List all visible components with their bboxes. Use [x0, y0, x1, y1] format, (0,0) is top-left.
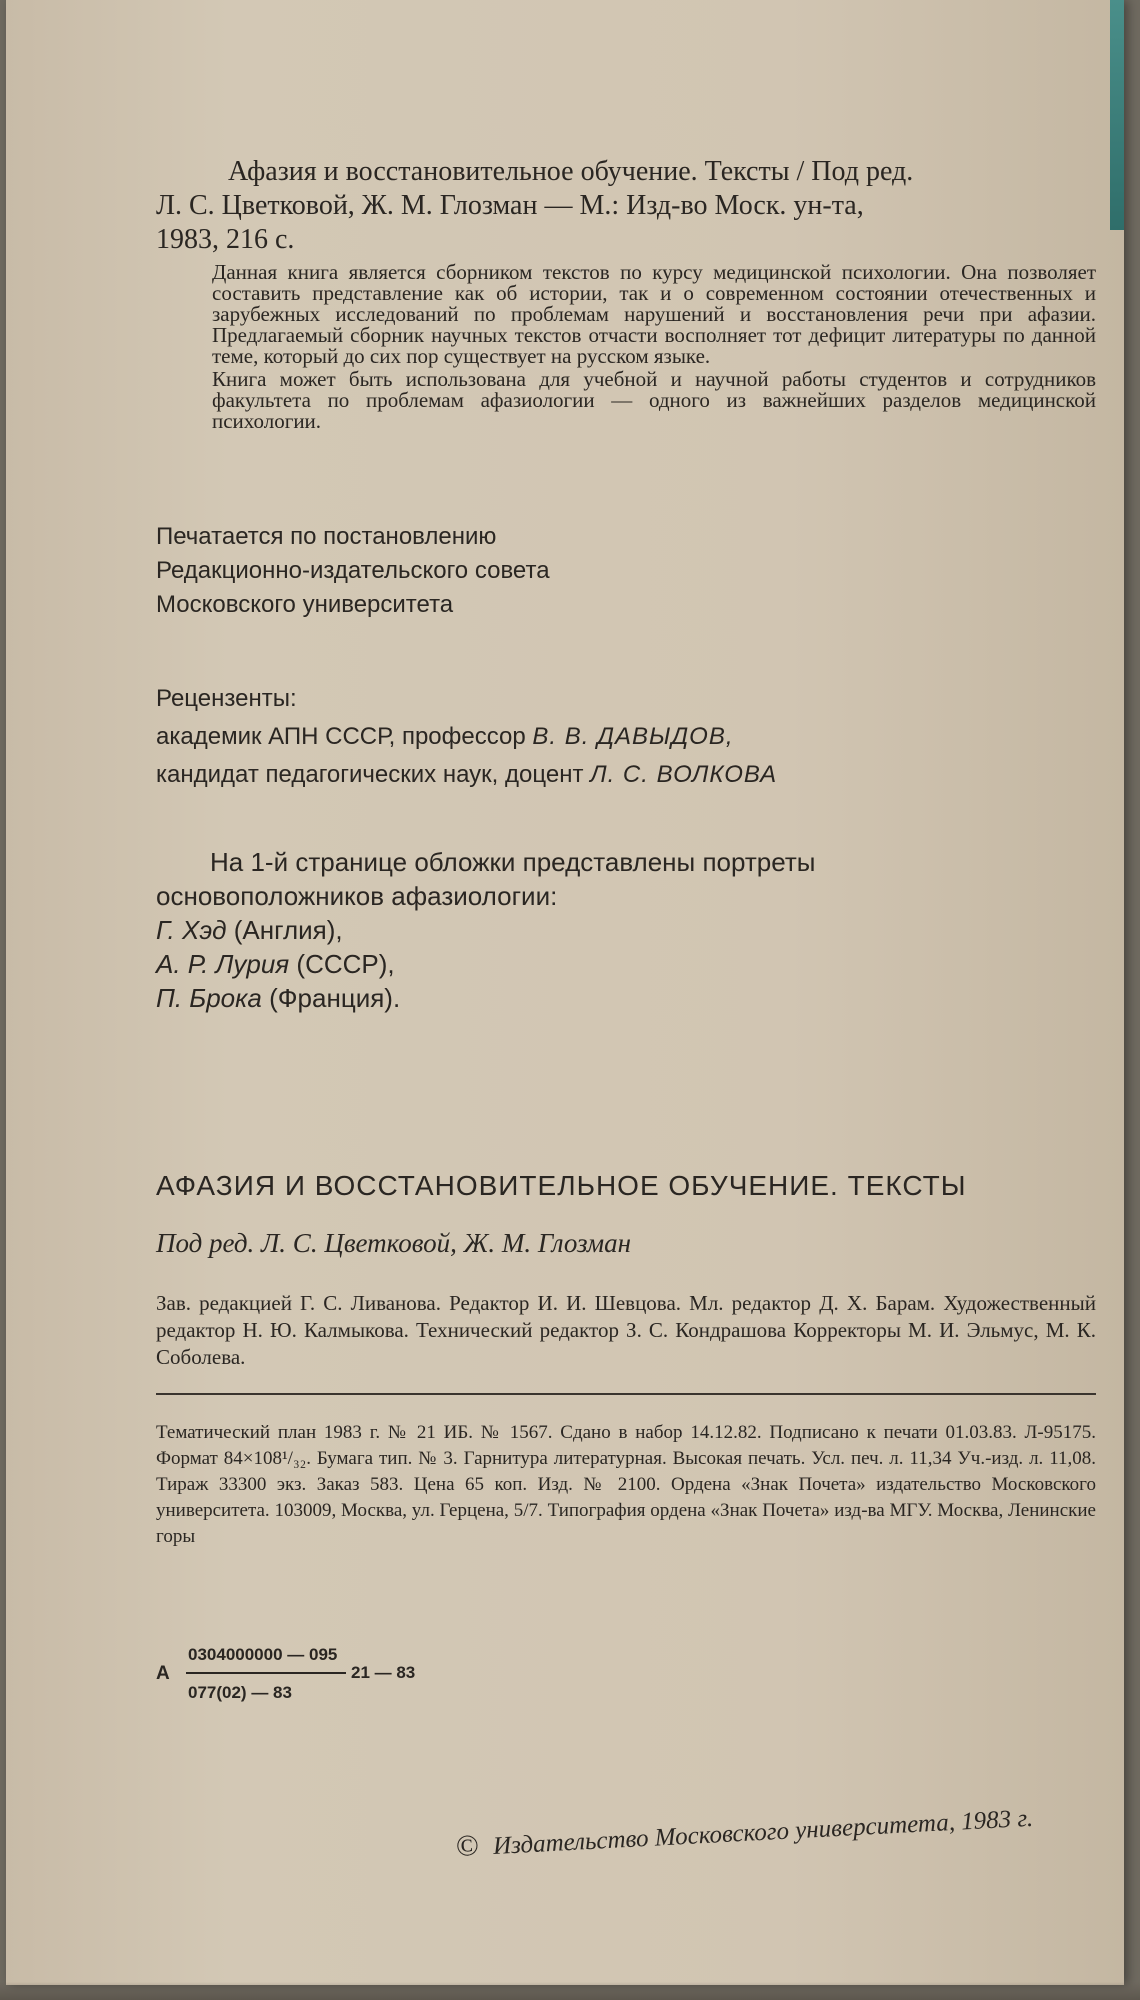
- approval-line: Редакционно-издательского совета: [156, 557, 550, 584]
- person-line: [156, 947, 815, 981]
- colophon-book-title: АФАЗИЯ И ВОССТАНОВИТЕЛЬНОЕ ОБУЧЕНИЕ. ТЕКСТЫ: [156, 1170, 967, 1201]
- person-country: (Франция).: [269, 983, 401, 1013]
- reviewer-name: Л. С. ВОЛКОВА: [590, 761, 778, 788]
- reviewer-name: В. В. ДАВЫДОВ,: [532, 723, 734, 750]
- reviewer-role: кандидат педагогических наук, доцент: [156, 761, 584, 788]
- approval-line: Московского университета: [156, 591, 454, 618]
- copyright-line: [455, 1800, 1034, 1864]
- cover-intro: На 1-й странице обложки представлены портреты: [210, 847, 816, 877]
- fraction-bar: [186, 1672, 346, 1674]
- bibliographic-title: [156, 155, 1096, 257]
- reviewers-heading: Рецензенты:: [156, 685, 297, 712]
- colophon-staff: Зав. редакцией Г. С. Ливанова. Редактор И. И. Шевцова. Мл. редактор Д. Х. Барам. Художественный редактор Н. Ю. Калмыкова. Технический редактор З. С. Кондрашова Корректоры М. И. Эльмус, М. К. Соболева.: [156, 1291, 1096, 1369]
- title-line: Афазия и восстановительное обучение. Тексты / Под ред.: [228, 156, 914, 187]
- person-line: [156, 981, 815, 1015]
- catalog-numerator: 0304000000 — 095: [188, 1645, 338, 1664]
- catalog-denominator: 077(02) — 83: [188, 1683, 292, 1702]
- person-country: (Англия),: [233, 915, 343, 945]
- copyright-icon: ©: [455, 1828, 480, 1863]
- reviewer-line: [156, 756, 777, 794]
- copyright-text: Издательство Московского университета, 1983 г.: [492, 1804, 1034, 1861]
- annotation: [156, 262, 1096, 432]
- page-edge-strip: [1110, 0, 1124, 230]
- person-name: А. Р. Лурия: [156, 949, 290, 979]
- cover-note: [156, 845, 815, 1015]
- person-line: [156, 913, 815, 947]
- title-line: Л. С. Цветковой, Ж. М. Глозман — М.: Изд-во Моск. ун-та,: [156, 190, 864, 221]
- reviewer-role: академик АПН СССР, профессор: [156, 723, 526, 750]
- approval-line: Печатается по постановлению: [156, 523, 497, 550]
- page-bottom-shadow: [0, 1982, 1140, 2000]
- person-name: П. Брока: [156, 983, 262, 1013]
- annotation-paragraph: Книга может быть использована для учебной и научной работы студентов и сотрудников факультета по проблемам афазиологии — одного из важнейших разделов медицинской психологии.: [212, 367, 1096, 433]
- reviewer-line: [156, 718, 777, 756]
- approval-note: [156, 520, 550, 622]
- colophon-imprint: Тематический план 1983 г. № 21 ИБ. № 1567. Сдано в набор 14.12.82. Подписано к печати 01.03.83. Л-95175. Формат 84×108¹/₃₂. Бумага тип. № 3. Гарнитура литературная. Высокая печать. Усл. печ. л. 11,34 Уч.-изд. л. 11,08. Тираж 33300 экз. Заказ 583. Цена 65 коп. Изд. № 2100. Ордена «Знак Почета» издательство Московского университета. 103009, Москва, ул. Герцена, 5/7. Типография ордена «Знак Почета» изд-ва МГУ. Москва, Ленинские горы: [156, 1422, 1096, 1547]
- colophon-editors: Под ред. Л. С. Цветковой, Ж. М. Глозман: [156, 1228, 632, 1258]
- reviewers-section: [156, 680, 777, 794]
- catalog-suffix: 21 — 83: [351, 1663, 416, 1682]
- catalog-letter: А: [156, 1663, 170, 1684]
- annotation-paragraph: Данная книга является сборником текстов по курсу медицинской психологии. Она позволяет составить представление как об истории, так и о современном состоянии отечественных и зарубежных исследований по проблемам нарушений и восстановления речи при афазии. Предлагаемый сборник научных текстов отчасти восполняет тот дефицит литературы по данной теме, который до сих пор существует на русском языке.: [212, 260, 1096, 368]
- book-page: [6, 0, 1124, 1985]
- cover-intro: основоположников афазиологии:: [156, 881, 558, 911]
- colophon-divider: [156, 1393, 1096, 1395]
- person-country: (СССР),: [296, 949, 395, 979]
- person-name: Г. Хэд: [156, 915, 227, 945]
- title-line: 1983, 216 с.: [156, 224, 295, 255]
